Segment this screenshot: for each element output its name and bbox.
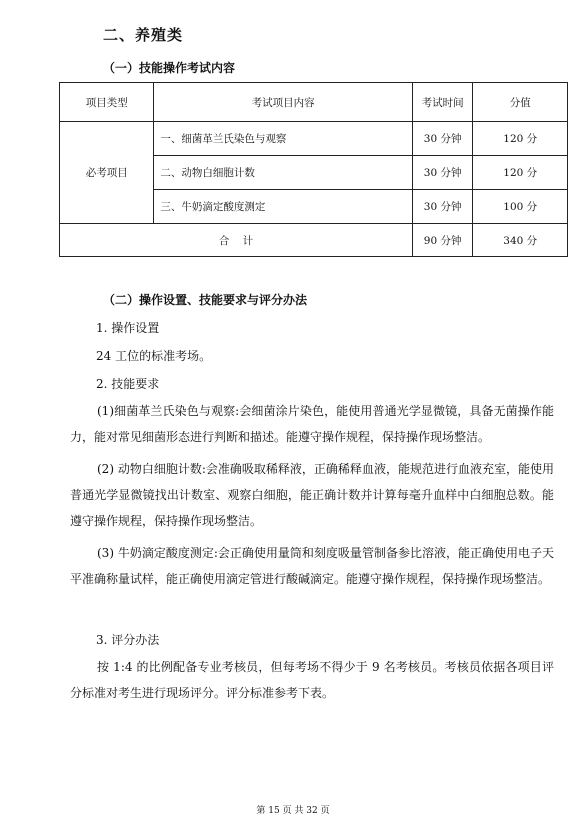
row-time: 30 分钟	[412, 156, 473, 190]
row-item: 二、动物白细胞计数	[154, 156, 412, 190]
total-label: 合 计	[60, 224, 413, 257]
row-score: 100 分	[473, 190, 568, 224]
header-item-type: 项目类型	[60, 83, 154, 122]
row-score: 120 分	[473, 156, 568, 190]
group-label-required: 必考项目	[60, 122, 154, 224]
item3-title: 3. 评分办法	[96, 633, 160, 647]
header-score: 分值	[473, 83, 568, 122]
total-score: 340 分	[473, 224, 568, 257]
section-heading: 二、养殖类	[103, 26, 184, 44]
item1-text: 24 工位的标准考场。	[96, 349, 212, 363]
skill-paragraph-3: (3) 牛奶滴定酸度测定:会正确使用量筒和刻度吸量管制备参比溶液，能正确使用电子天平准确称量试样，能正确使用滴定管进行酸碱滴定。能遵守操作规程，保持操作现场整洁。	[70, 546, 554, 586]
section2-title: （二）操作设置、技能要求与评分办法	[103, 293, 308, 307]
item1-title: 1. 操作设置	[96, 321, 160, 335]
exam-content-table	[59, 82, 568, 257]
page-footer: 第 15 页 共 32 页	[256, 806, 330, 816]
header-exam-time: 考试时间	[412, 83, 473, 122]
table-total-row	[60, 224, 568, 257]
header-item-content: 考试项目内容	[154, 83, 412, 122]
row-time: 30 分钟	[412, 122, 473, 156]
scoring-paragraph: 按 1:4 的比例配备专业考核员，但每考场不得少于 9 名考核员。考核员依据各项目评分标准对考生进行现场评分。评分标准参考下表。	[70, 660, 554, 700]
row-time: 30 分钟	[412, 190, 473, 224]
skill-paragraph-2: (2) 动物白细胞计数:会准确吸取稀释液，正确稀释血液，能规范进行血液充室，能使用普通光学显微镜找出计数室、观察白细胞，能正确计数并计算每毫升血样中白细胞总数。能遵守操作规程，保持操作现场整洁。	[70, 462, 554, 528]
row-score: 120 分	[473, 122, 568, 156]
table-header-row	[60, 83, 568, 122]
subsection-heading: （一）技能操作考试内容	[103, 61, 236, 75]
total-time: 90 分钟	[412, 224, 473, 257]
row-item: 一、细菌革兰氏染色与观察	[154, 122, 412, 156]
item2-title: 2. 技能要求	[96, 377, 160, 391]
row-item: 三、牛奶滴定酸度测定	[154, 190, 412, 224]
table-row	[60, 122, 568, 156]
skill-paragraph-1: (1)细菌革兰氏染色与观察:会细菌涂片染色，能使用普通光学显微镜，具备无菌操作能力，能对常见细菌形态进行判断和描述。能遵守操作规程，保持操作现场整洁。	[70, 404, 554, 444]
